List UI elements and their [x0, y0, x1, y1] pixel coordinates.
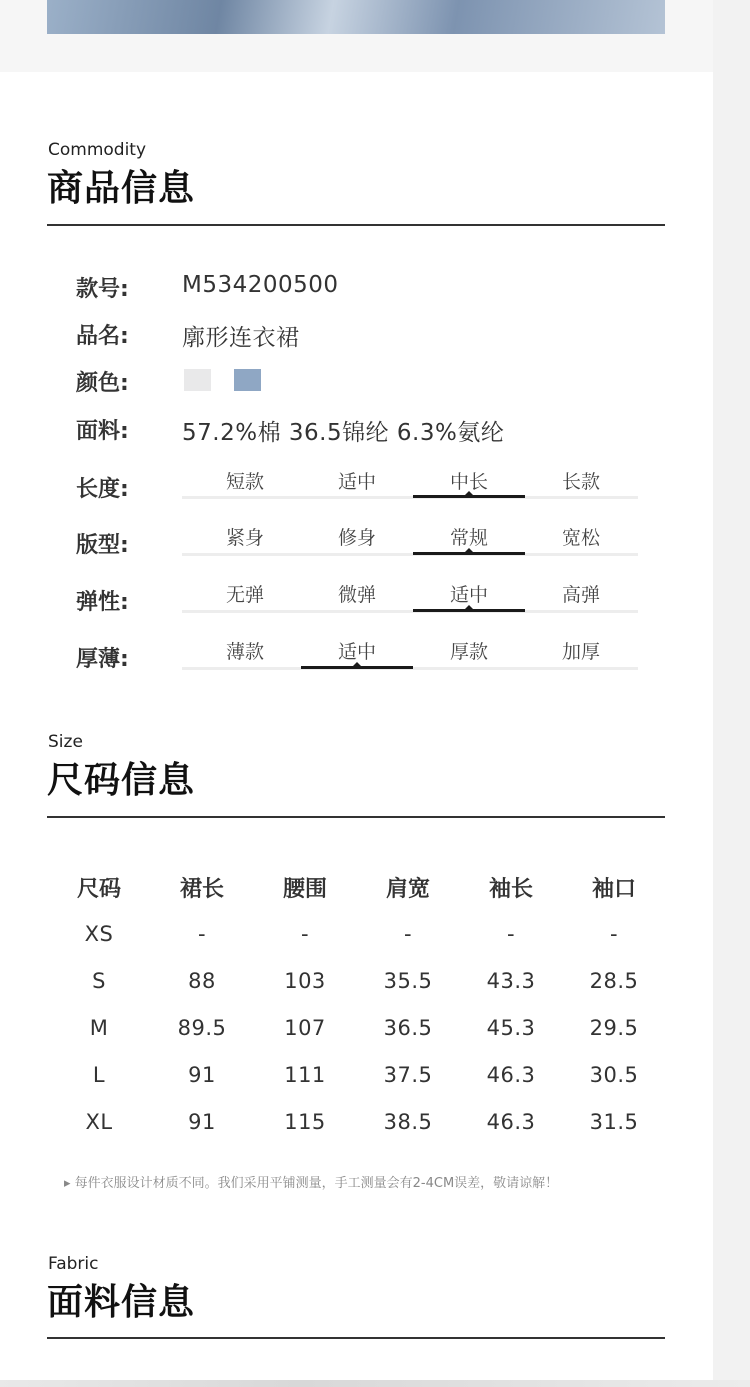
commodity-divider: [47, 224, 665, 226]
table-cell: 46.3: [486, 1063, 536, 1087]
table-cell: XL: [85, 1110, 113, 1134]
table-cell: 31.5: [589, 1110, 639, 1134]
length-option: 短款: [225, 471, 264, 493]
header-cuff: 袖口: [591, 877, 636, 902]
table-cell: 107: [284, 1016, 326, 1040]
table-cell: -: [506, 922, 516, 946]
right-margin-strip: [713, 0, 750, 1387]
table-cell: 43.3: [486, 969, 536, 993]
header-skirt-length: 裙长: [179, 877, 224, 902]
table-cell: -: [197, 922, 207, 946]
table-cell: 30.5: [589, 1063, 639, 1087]
table-cell: S: [92, 969, 106, 993]
fit-option: 常规: [449, 527, 488, 549]
table-cell: -: [403, 922, 413, 946]
length-option: 长款: [561, 471, 600, 493]
material-label: 面料:: [76, 419, 129, 444]
table-cell: 38.5: [383, 1110, 433, 1134]
material-value: 57.2%棉 36.5锦纶 6.3%氨纶: [182, 420, 505, 446]
color-swatch-light-grey[interactable]: [184, 369, 211, 391]
table-cell: 115: [284, 1110, 326, 1134]
commodity-cn-title: 商品信息: [47, 168, 196, 209]
thickness-label: 厚薄:: [76, 647, 129, 672]
table-cell: M: [89, 1016, 109, 1040]
thickness-option: 厚款: [449, 641, 488, 663]
table-cell: 88: [188, 969, 216, 993]
size-cn-title: 尺码信息: [47, 760, 196, 801]
fit-option: 宽松: [561, 527, 600, 549]
elasticity-option: 微弹: [337, 584, 376, 606]
color-label: 颜色:: [76, 371, 129, 396]
table-cell: 45.3: [486, 1016, 536, 1040]
table-cell: XS: [84, 922, 114, 946]
table-cell: 91: [188, 1063, 216, 1087]
fit-selected-marker: [413, 552, 525, 555]
table-cell: 89.5: [177, 1016, 227, 1040]
fabric-divider: [47, 1337, 665, 1339]
style-label: 款号:: [76, 277, 129, 302]
color-swatch-blue[interactable]: [234, 369, 261, 391]
header-waist: 腰围: [282, 877, 327, 902]
length-selected-marker: [413, 495, 525, 498]
name-label: 品名:: [76, 324, 129, 349]
table-cell: 28.5: [589, 969, 639, 993]
table-cell: 91: [188, 1110, 216, 1134]
header-shoulder: 肩宽: [385, 877, 430, 902]
header-sleeve-length: 袖长: [488, 877, 533, 902]
table-cell: 35.5: [383, 969, 433, 993]
fabric-en-title: Fabric: [48, 1254, 99, 1274]
table-cell: 29.5: [589, 1016, 639, 1040]
elasticity-option: 高弹: [561, 584, 600, 606]
table-cell: 37.5: [383, 1063, 433, 1087]
fit-label: 版型:: [76, 533, 129, 558]
table-cell: -: [300, 922, 310, 946]
length-label: 长度:: [76, 477, 129, 502]
size-divider: [47, 816, 665, 818]
name-value: 廓形连衣裙: [182, 325, 300, 351]
thickness-option: 加厚: [561, 641, 600, 663]
elasticity-selected-marker: [413, 609, 525, 612]
elasticity-scale-track: [182, 610, 638, 613]
elasticity-option: 适中: [449, 584, 488, 606]
next-image-strip: [0, 1380, 750, 1387]
commodity-en-title: Commodity: [48, 140, 147, 160]
fit-option: 修身: [337, 527, 376, 549]
thickness-option: 薄款: [225, 641, 264, 663]
thickness-selected-marker: [301, 666, 413, 669]
length-scale-track: [182, 496, 638, 499]
length-option: 适中: [337, 471, 376, 493]
thickness-option: 适中: [337, 641, 376, 663]
fit-scale-track: [182, 553, 638, 556]
length-option: 中长: [449, 471, 488, 493]
size-en-title: Size: [48, 732, 83, 752]
table-cell: -: [609, 922, 619, 946]
elasticity-option: 无弹: [225, 584, 264, 606]
fit-option: 紧身: [225, 527, 264, 549]
measurement-note: ▸ 每件衣服设计材质不同。我们采用平铺测量，手工测量会有2-4CM误差，敬请谅解！: [64, 1176, 559, 1191]
table-cell: 36.5: [383, 1016, 433, 1040]
header-size: 尺码: [76, 877, 121, 902]
table-cell: L: [92, 1063, 106, 1087]
elasticity-label: 弹性:: [76, 590, 129, 615]
table-cell: 103: [284, 969, 326, 993]
fabric-cn-title: 面料信息: [47, 1282, 196, 1323]
table-cell: 111: [284, 1063, 326, 1087]
product-photo-bottom: [47, 0, 665, 34]
table-cell: 46.3: [486, 1110, 536, 1134]
style-value: M534200500: [182, 272, 339, 298]
